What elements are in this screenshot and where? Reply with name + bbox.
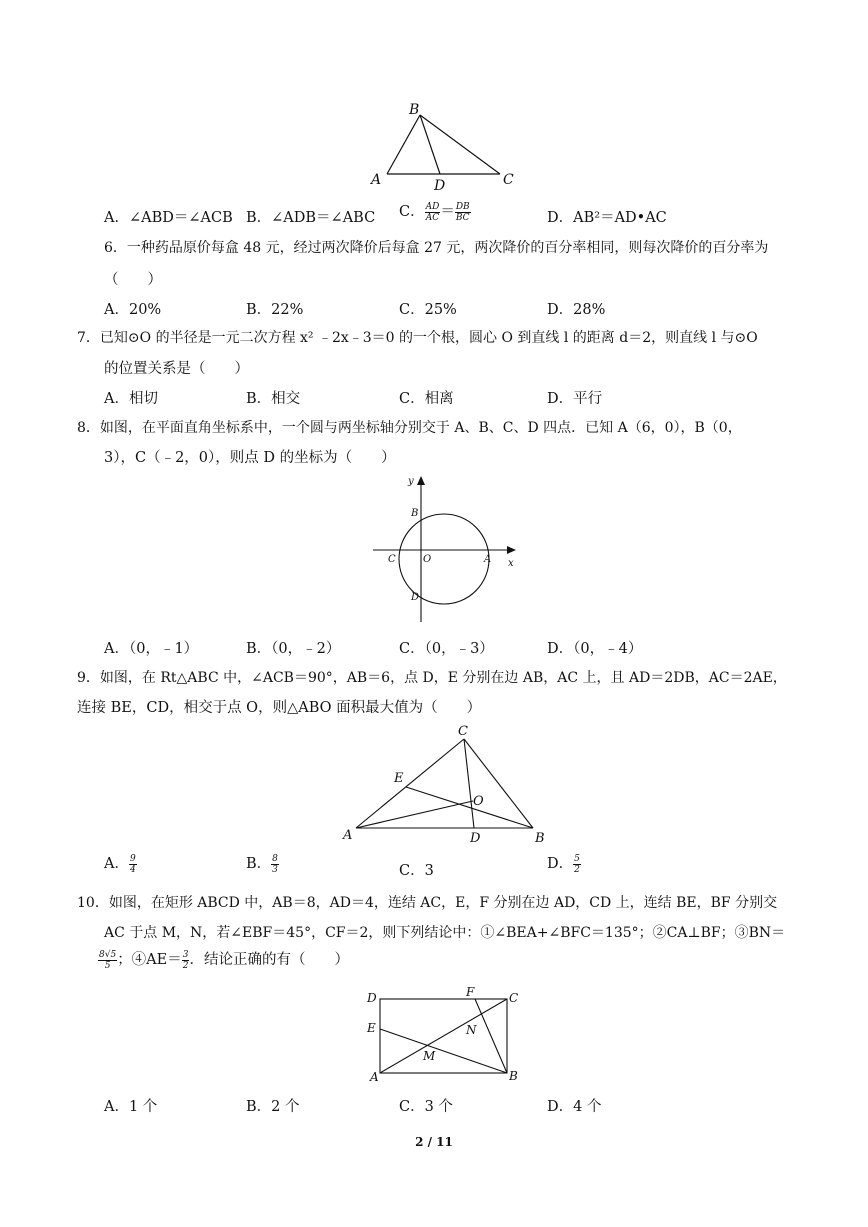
label-e: E xyxy=(367,1021,376,1035)
q10-stem-line3-part2: ．结论正确的有（ ） xyxy=(189,952,349,968)
q9-stem-line2: 连接 BE，CD，相交于点 O，则△ABO 面积最大值为（ ） xyxy=(77,700,482,716)
q5-option-a: A．∠ABD＝∠ACB xyxy=(104,210,233,226)
q7-option-b: B．相交 xyxy=(246,391,301,407)
fraction-3-2: $\frac{3}{2}$ xyxy=(182,949,189,971)
q9-option-b xyxy=(246,852,279,875)
q7-stem-line1: 7．已知⊙O 的半径是一元二次方程 x² ﹣2x﹣3＝0 的一个根，圆心 O 到直线 l 的距离 d＝2，则直线 l 与⊙O xyxy=(77,330,758,346)
label-o: O xyxy=(473,794,484,809)
label-origin: O xyxy=(423,554,432,565)
q6-option-c: C．25% xyxy=(399,302,457,318)
q7-stem-line2: 的位置关系是（ ） xyxy=(104,361,249,377)
label-c: C xyxy=(388,554,396,565)
label-c: C xyxy=(509,991,519,1005)
q8-option-a: A．（0，﹣1） xyxy=(104,641,199,657)
label-a: A xyxy=(370,1070,379,1084)
q8-stem-line1: 8．如图，在平面直角坐标系中，一个圆与两坐标轴分别交于 A、B、C、D 四点．已知 A（6，0），B（0， xyxy=(77,420,742,436)
label-b: B xyxy=(509,1069,518,1083)
label-c: C xyxy=(458,724,468,739)
fraction-ad-ac: $\frac{AD}{AC}$ xyxy=(425,201,440,223)
q7-option-c: C．相离 xyxy=(399,391,454,407)
label-e: E xyxy=(394,771,404,786)
fraction-8sqrt5-5: $\frac{8√5}{5}$ xyxy=(99,949,117,971)
q5-option-b: B．∠ADB＝∠ABC xyxy=(246,210,376,226)
q6-stem-line1: 6．一种药品原价每盒 48 元，经过两次降价后每盒 27 元，两次降价的百分率相同，则每次降价的百分率为 xyxy=(104,240,769,256)
q9-option-b-label: B． xyxy=(246,856,272,872)
label-b: B xyxy=(535,831,545,846)
q8-option-c: C．（0，﹣3） xyxy=(399,641,494,657)
label-d: D xyxy=(470,831,481,846)
q10-stem-line3 xyxy=(98,948,349,971)
label-c: C xyxy=(503,172,514,188)
q10-option-c: C．3 个 xyxy=(399,1099,453,1115)
q5-option-c-label: C． xyxy=(399,204,425,220)
q9-option-d-label: D． xyxy=(547,856,574,872)
q10-option-a: A．1 个 xyxy=(104,1099,158,1115)
rectangle-abcd-figure xyxy=(362,984,532,1086)
label-d: D xyxy=(411,592,420,603)
q5-option-c xyxy=(399,200,471,223)
q6-option-a: A．20% xyxy=(104,302,162,318)
label-f: F xyxy=(466,985,475,999)
q9-stem-line1: 9．如图，在 Rt△ABC 中，∠ACB＝90°，AB＝6，点 D，E 分别在边 AB，AC 上，且 AD＝2DB，AC＝2AE， xyxy=(77,670,787,686)
q6-option-d: D．28% xyxy=(547,302,606,318)
q10-option-b: B．2 个 xyxy=(246,1099,300,1115)
q6-option-b: B．22% xyxy=(246,302,304,318)
q7-option-d: D．平行 xyxy=(547,391,603,407)
label-d: D xyxy=(434,178,446,193)
fraction-db-bc: $\frac{DB}{BC}$ xyxy=(455,201,470,223)
q10-stem-line3-part1: ；④AE＝ xyxy=(117,952,182,968)
q10-stem-line2: AC 于点 M，N，若∠EBF＝45°，CF＝2，则下列结论中：①∠BEA+∠BFC＝135°；②CA⊥BF；③BN＝ xyxy=(104,925,786,941)
label-n: N xyxy=(466,1023,477,1037)
label-b: B xyxy=(409,102,420,118)
q5-option-c-eq: ＝ xyxy=(440,204,455,220)
coordinate-circle-figure xyxy=(368,470,523,628)
q9-option-c: C．3 xyxy=(399,863,434,879)
label-b: B xyxy=(411,508,419,519)
label-a: A xyxy=(371,172,382,188)
axis-label-x: x xyxy=(508,558,514,569)
right-triangle-abc-figure xyxy=(340,720,550,850)
label-m: M xyxy=(423,1049,436,1063)
q10-option-d: D．4 个 xyxy=(547,1099,602,1115)
q6-stem-line2: （ ） xyxy=(104,272,162,288)
q9-option-a-label: A． xyxy=(104,856,129,872)
q9-option-a xyxy=(104,852,137,875)
fraction-5-2: $\frac{5}{2}$ xyxy=(574,853,580,875)
fraction-8-3: $\frac{8}{3}$ xyxy=(272,853,278,875)
triangle-abd-figure xyxy=(365,98,525,193)
fraction-9-4: $\frac{9}{4}$ xyxy=(129,853,136,875)
q9-option-d xyxy=(547,852,581,875)
q7-option-a: A．相切 xyxy=(104,391,158,407)
q8-stem-line2: 3），C（﹣2，0），则点 D 的坐标为（ ） xyxy=(104,450,396,466)
page-number: 2 / 11 xyxy=(415,1135,453,1149)
axis-label-y: y xyxy=(408,476,414,487)
q10-stem-line1: 10．如图，在矩形 ABCD 中，AB＝8，AD＝4，连结 AC，E，F 分别在边 AD，CD 上，连结 BE，BF 分别交 xyxy=(77,895,778,911)
q5-option-d: D．AB²＝AD•AC xyxy=(547,210,667,226)
q8-option-b: B．（0，﹣2） xyxy=(246,641,341,657)
label-a: A xyxy=(343,828,353,843)
q8-option-d: D．（0，﹣4） xyxy=(547,641,643,657)
label-d: D xyxy=(367,991,377,1005)
label-a: A xyxy=(484,554,492,565)
